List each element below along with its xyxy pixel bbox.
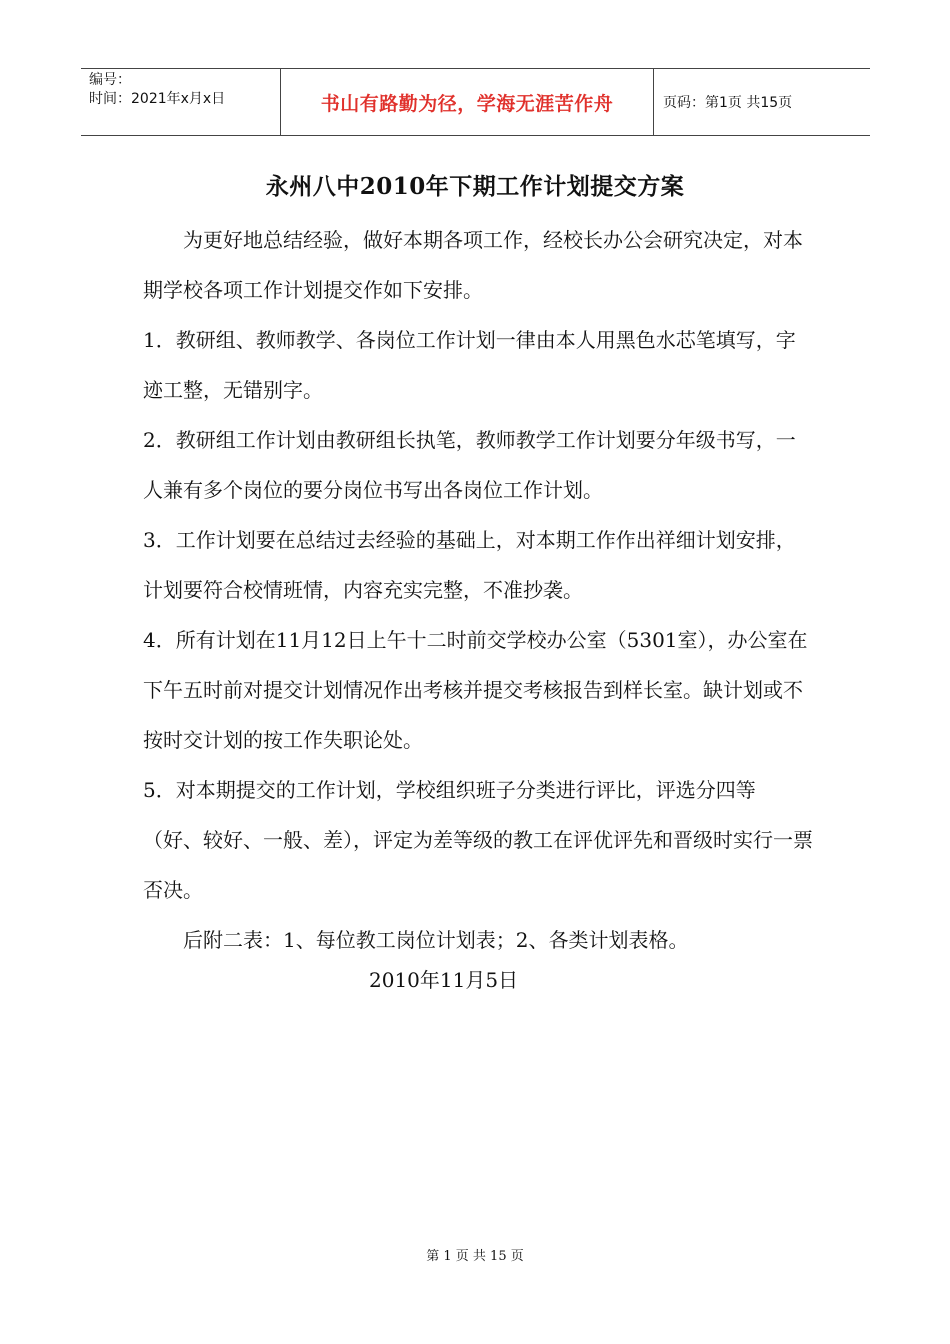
item-5-paragraph: 5．对本期提交的工作计划，学校组织班子分类进行评比，评选分四等（好、较好、一般、差），评定为差等级的教工在评优评先和晋级时实行一票否决。 <box>143 778 813 902</box>
header-meta-cell <box>81 69 281 135</box>
page-header <box>81 68 870 136</box>
motto-text: 书山有路勤为径，学海无涯苦作舟 <box>320 92 614 115</box>
item-4-paragraph: 4．所有计划在11月12日上午十二时前交学校办公室（5301室），办公室在下午五时前对提交计划情况作出考核并提交考核报告到样长室。缺计划或不按时交计划的按工作失职论处。 <box>143 628 808 752</box>
header-page-cell <box>654 69 870 135</box>
document-date: 2010年11月5日 <box>369 968 519 992</box>
item-2-paragraph: 2．教研组工作计划由教研组长执笔，教师教学工作计划要分年级书写，一人兼有多个岗位的要分岗位书写出各岗位工作计划。 <box>143 428 796 502</box>
page-footer: 第 1 页 共 15 页 <box>426 1249 524 1264</box>
item-1-paragraph: 1．教研组、教师教学、各岗位工作计划一律由本人用黑色水芯笔填写，字迹工整，无错别字。 <box>143 328 796 402</box>
document-body <box>143 215 813 965</box>
number-label: 编号： <box>89 72 131 88</box>
document-title: 永州八中2010年下期工作计划提交方案 <box>265 173 685 200</box>
intro-paragraph: 为更好地总结经验，做好本期各项工作，经校长办公会研究决定，对本期学校各项工作计划提交作如下安排。 <box>143 228 803 302</box>
time-label: 时间：2021年x月x日 <box>89 91 226 107</box>
page-info: 页码：第1页 共15页 <box>663 95 793 111</box>
item-3-paragraph: 3．工作计划要在总结过去经验的基础上，对本期工作作出祥细计划安排，计划要符合校情班情，内容充实完整，不准抄袭。 <box>143 528 796 602</box>
attachment-paragraph: 后附二表：1、每位教工岗位计划表；2、各类计划表格。 <box>183 928 689 952</box>
header-motto-cell <box>281 69 654 135</box>
